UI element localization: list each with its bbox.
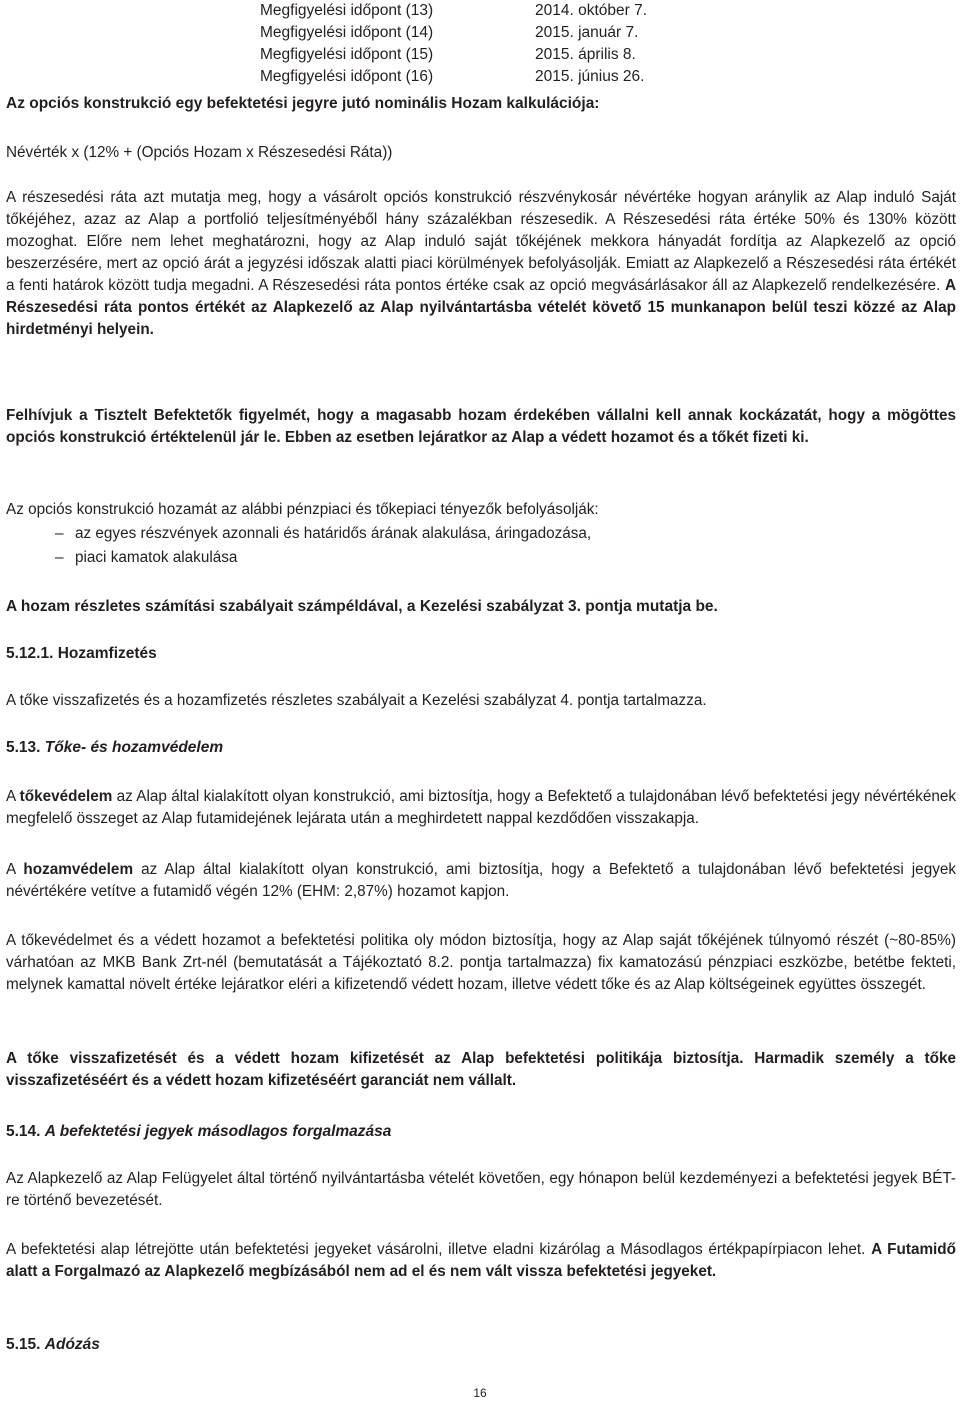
calculation-heading: Az opciós konstrukció egy befektetési jegyre jutó nominális Hozam kalkulációja:: [6, 95, 600, 112]
guarantee-statement: A tőke visszafizetését és a védett hozam kifizetését az Alap befektetési politikája biztosítja. Harmadik személy a tőke visszafizetéséért és a védett hozam kifizetéséért garanciát nem vállalt.: [6, 1050, 956, 1089]
list-item: [55, 547, 237, 569]
dash-bullet: –: [55, 549, 64, 566]
observation-date: 2014. október 7.: [535, 2, 648, 19]
yield-protection-paragraph: [6, 859, 956, 903]
participation-rate-text: A részesedési ráta azt mutatja meg, hogy a vásárolt opciós konstrukció részvénykosár névértéke hogyan aránylik az Alap induló Saját tőkéjéhez, azaz az Alap a portfolió teljesítményéből hány százalékban részesedik. A Részesedési ráta értéke 50% és 130% között mozoghat. Előre nem lehet meghatározni, hogy az Alap induló saját tőkéjének mekkora hányadát fordítja az Alapkezelő az opció beszerzésére, mert az opció árát a jegyzési időszak alatti piaci körülmények befolyásolják. Emiatt az Alapkezelő a Részesedési ráta értékét a fenti határok között tudja megadni. A Részesedési ráta pontos értéke csak az opció megvásárlásakor áll az Alapkezelő rendelkezésére.: [6, 189, 956, 294]
section-title: Tőke- és hozamvédelem: [44, 739, 224, 756]
section-heading-5-14: [6, 1121, 391, 1143]
term-yield-protection: hozamvédelem: [23, 861, 134, 878]
yield-formula: Névérték x (12% + (Opciós Hozam x Részesedési Ráta)): [6, 144, 393, 161]
factor-text: az egyes részvények azonnali és határidős árának alakulása, áringadozása,: [75, 525, 592, 542]
participation-rate-paragraph: [6, 187, 956, 341]
secondary-market-text: A befektetési alap létrejötte után befektetési jegyeket vásárolni, illetve eladni kizárólag a Másodlagos értékpapírpiacon lehet.: [6, 1241, 866, 1258]
text-prefix: A: [6, 788, 16, 805]
factor-text: piaci kamatok alakulása: [75, 549, 238, 566]
observation-date: 2015. április 8.: [535, 46, 636, 63]
observation-label: Megfigyelési időpont (13): [260, 2, 434, 19]
capital-protection-text: az Alap által kialakított olyan konstrukció, ami biztosítja, hogy a Befektető a tulajdonában lévő befektetési jegy névértékének megfelelő összeget az Alap futamidejének lejárata után a meghirdetett nappal kezdődően visszakapja.: [6, 788, 957, 827]
observation-label: Megfigyelési időpont (15): [260, 46, 434, 63]
section-number: 5.13.: [6, 739, 41, 756]
observation-row: [260, 44, 636, 66]
observation-row: [260, 22, 639, 44]
list-item: [55, 523, 591, 545]
risk-warning: Felhívjuk a Tisztelt Befektetők figyelmét, hogy a magasabb hozam érdekében vállalni kell annak kockázatát, hogy a mögöttes opciós konstrukció értéktelenül jár le. Ebben az esetben lejáratkor az Alap a védett hozamot és a tőkét fizeti ki.: [6, 407, 956, 446]
calculation-rules-note: A hozam részletes számítási szabályait számpéldával, a Kezelési szabályzat 3. pontja mutatja be.: [6, 598, 718, 615]
dash-bullet: –: [55, 525, 64, 542]
participation-rate-publication: A Részesedési ráta pontos értékét az Alapkezelő az Alap nyilvántartásba vételét követő 15 munkanapon belül teszi közzé az Alap hirdetményi helyein.: [6, 277, 957, 338]
yield-protection-text: az Alap által kialakított olyan konstrukció, ami biztosítja, hogy a Befektető a tulajdonában lévő befektetési jegyek névértékére vetítve a futamidő végén 12% (EHM: 2,87%) hozamot kapjon.: [6, 861, 957, 900]
observation-row: [260, 0, 648, 22]
observation-date: 2015. június 26.: [535, 68, 645, 85]
factors-intro: Az opciós konstrukció hozamát az alábbi pénzpiaci és tőkepiaci tényezők befolyásolják:: [6, 501, 599, 518]
section-heading-5-13: [6, 737, 223, 759]
section-number: 5.12.1.: [6, 645, 54, 662]
payment-paragraph: A tőke visszafizetés és a hozamfizetés részletes szabályait a Kezelési szabályzat 4. pontja tartalmazza.: [6, 692, 707, 709]
term-capital-protection: tőkevédelem: [19, 788, 113, 805]
observation-row: [260, 66, 645, 88]
listing-paragraph: Az Alapkezelő az Alap Felügyelet által történő nyilvántartásba vételét követően, egy hónapon belül kezdeményezi a befektetési jegyek BÉT-re történő bevezetését.: [6, 1170, 956, 1209]
capital-protection-paragraph: [6, 786, 956, 830]
observation-date: 2015. január 7.: [535, 24, 639, 41]
secondary-market-paragraph: [6, 1239, 956, 1283]
section-title: A befektetési jegyek másodlagos forgalmazása: [44, 1123, 392, 1140]
protection-method-paragraph: A tőkevédelmet és a védett hozamot a befektetési politika oly módon biztosítja, hogy az Alap saját tőkéjének túlnyomó részét (~80-85%) várhatóan az MKB Bank Zrt-nél (bemutatását a Tájékoztató 8.2. pontja tartalmazza) fix kamatozású pénzpiaci eszközbe, betétbe fekteti, melynek kamattal növelt értéke lejáratkor eléri a kifizetendő védett hozam, illetve védett tőke és az Alap költségeinek együttes összegét.: [6, 932, 956, 993]
section-title: Hozamfizetés: [57, 645, 157, 662]
section-number: 5.14.: [6, 1123, 41, 1140]
section-title: Adózás: [44, 1336, 100, 1353]
section-heading-5-12-1: [6, 643, 157, 665]
observation-label: Megfigyelési időpont (14): [260, 24, 434, 41]
secondary-market-bold: A Futamidő alatt a Forgalmazó az Alapkezelő megbízásából nem ad el és nem vált vissza befektetési jegyeket.: [6, 1241, 956, 1280]
text-prefix: A: [6, 861, 16, 878]
section-heading-5-15: [6, 1334, 100, 1356]
page-number: 16: [473, 1386, 487, 1400]
observation-label: Megfigyelési időpont (16): [260, 68, 434, 85]
section-number: 5.15.: [6, 1336, 41, 1353]
